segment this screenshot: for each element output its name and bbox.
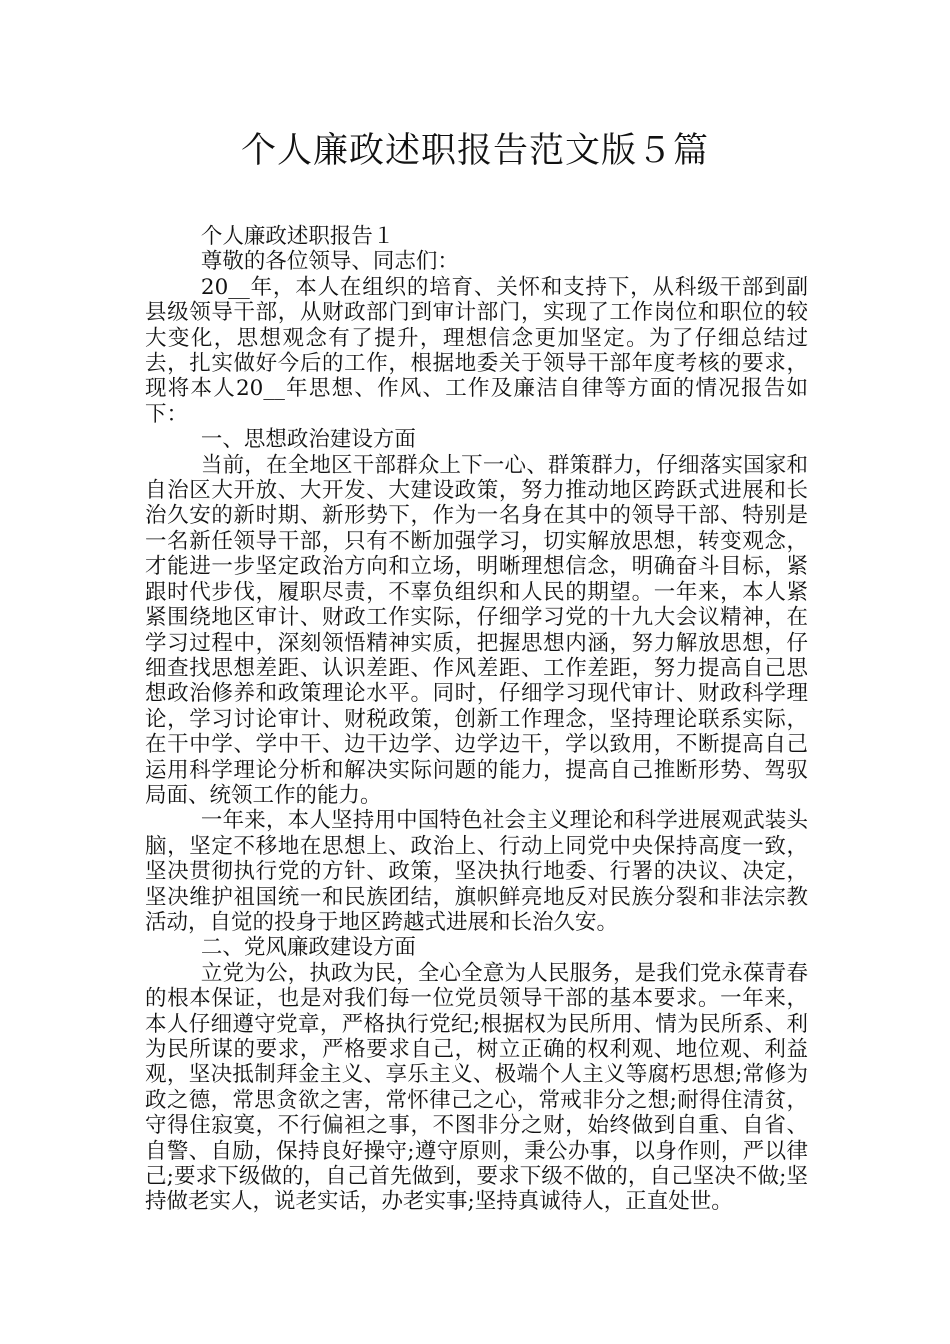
paragraph-intro: 20__年，本人在组织的培育、关怀和支持下，从科级干部到副县级领导干部，从财政部门到审计部门，实现了工作岗位和职位的较大变化，思想观念有了提升，理想信念更加坚定。为了仔细总结过去，扎实做好今后的工作，根据地委关于领导干部年度考核的要求，现将本人20__年思想、作风、工作及廉洁自律等方面的情况报告如下： xyxy=(145,274,808,427)
paragraph-political-2: 一年来，本人坚持用中国特色社会主义理论和科学进展观武装头脑，坚定不移地在思想上、政治上、行动上同党中央保持高度一致，坚决贯彻执行党的方针、政策，坚决执行地委、行署的决议、决定，坚决维护祖国统一和民族团结，旗帜鲜亮地反对民族分裂和非法宗教活动，自觉的投身于地区跨越式进展和长治久安。 xyxy=(145,808,808,935)
paragraph-report-heading: 个人廉政述职报告１ xyxy=(200,224,395,249)
document-body xyxy=(145,224,808,1215)
paragraph-integrity-1: 立党为公，执政为民，全心全意为人民服务，是我们党永葆青春的根本保证，也是对我们每一位党员领导干部的基本要求。一年来，本人仔细遵守党章，严格执行党纪;根据权为民所用、情为民所系、利为民所谋的要求，严格要求自己，树立正确的权利观、地位观、利益观，坚决抵制拜金主义、享乐主义、极端个人主义等腐朽思想;常修为政之德，常思贪欲之害，常怀律己之心，常戒非分之想;耐得住清贫，守得住寂寞，不行偏袒之事，不图非分之财，始终做到自重、自省、自警、自励，保持良好操守;遵守原则，秉公办事，以身作则，严以律己;要求下级做的，自己首先做到，要求下级不做的，自己坚决不做;坚持做老实人，说老实话，办老实事;坚持真诚待人，正直处世。 xyxy=(145,960,808,1215)
document-title: 个人廉政述职报告范文版５篇 xyxy=(240,131,709,171)
paragraph-salutation: 尊敬的各位领导、同志们： xyxy=(200,249,459,275)
paragraph-political-1: 当前，在全地区干部群众上下一心、群策群力，仔细落实国家和自治区大开放、大开发、大建设政策，努力推动地区跨跃式进展和长治久安的新时期、新形势下，作为一名身在其中的领导干部、特别是一名新任领导干部，只有不断加强学习，切实解放思想，转变观念，才能进一步坚定政治方向和立场，明晰理想信念，明确奋斗目标，紧跟时代步伐，履职尽责，不辜负组织和人民的期望。一年来，本人紧紧围绕地区审计、财政工作实际，仔细学习党的十九大会议精神，在学习过程中，深刻领悟精神实质，把握思想内涵，努力解放思想，仔细查找思想差距、认识差距、作风差距、工作差距，努力提高自己思想政治修养和政策理论水平。同时，仔细学习现代审计、财政科学理论，学习讨论审计、财税政策，创新工作理念，坚持理论联系实际，在干中学、学中干、边干边学、边学边干，学以致用，不断提高自己运用科学理论分析和解决实际问题的能力，提高自己推断形势、驾驭局面、统领工作的能力。 xyxy=(145,452,808,808)
section-heading-integrity: 二、党风廉政建设方面 xyxy=(200,935,416,961)
section-heading-political: 一、思想政治建设方面 xyxy=(200,427,416,453)
